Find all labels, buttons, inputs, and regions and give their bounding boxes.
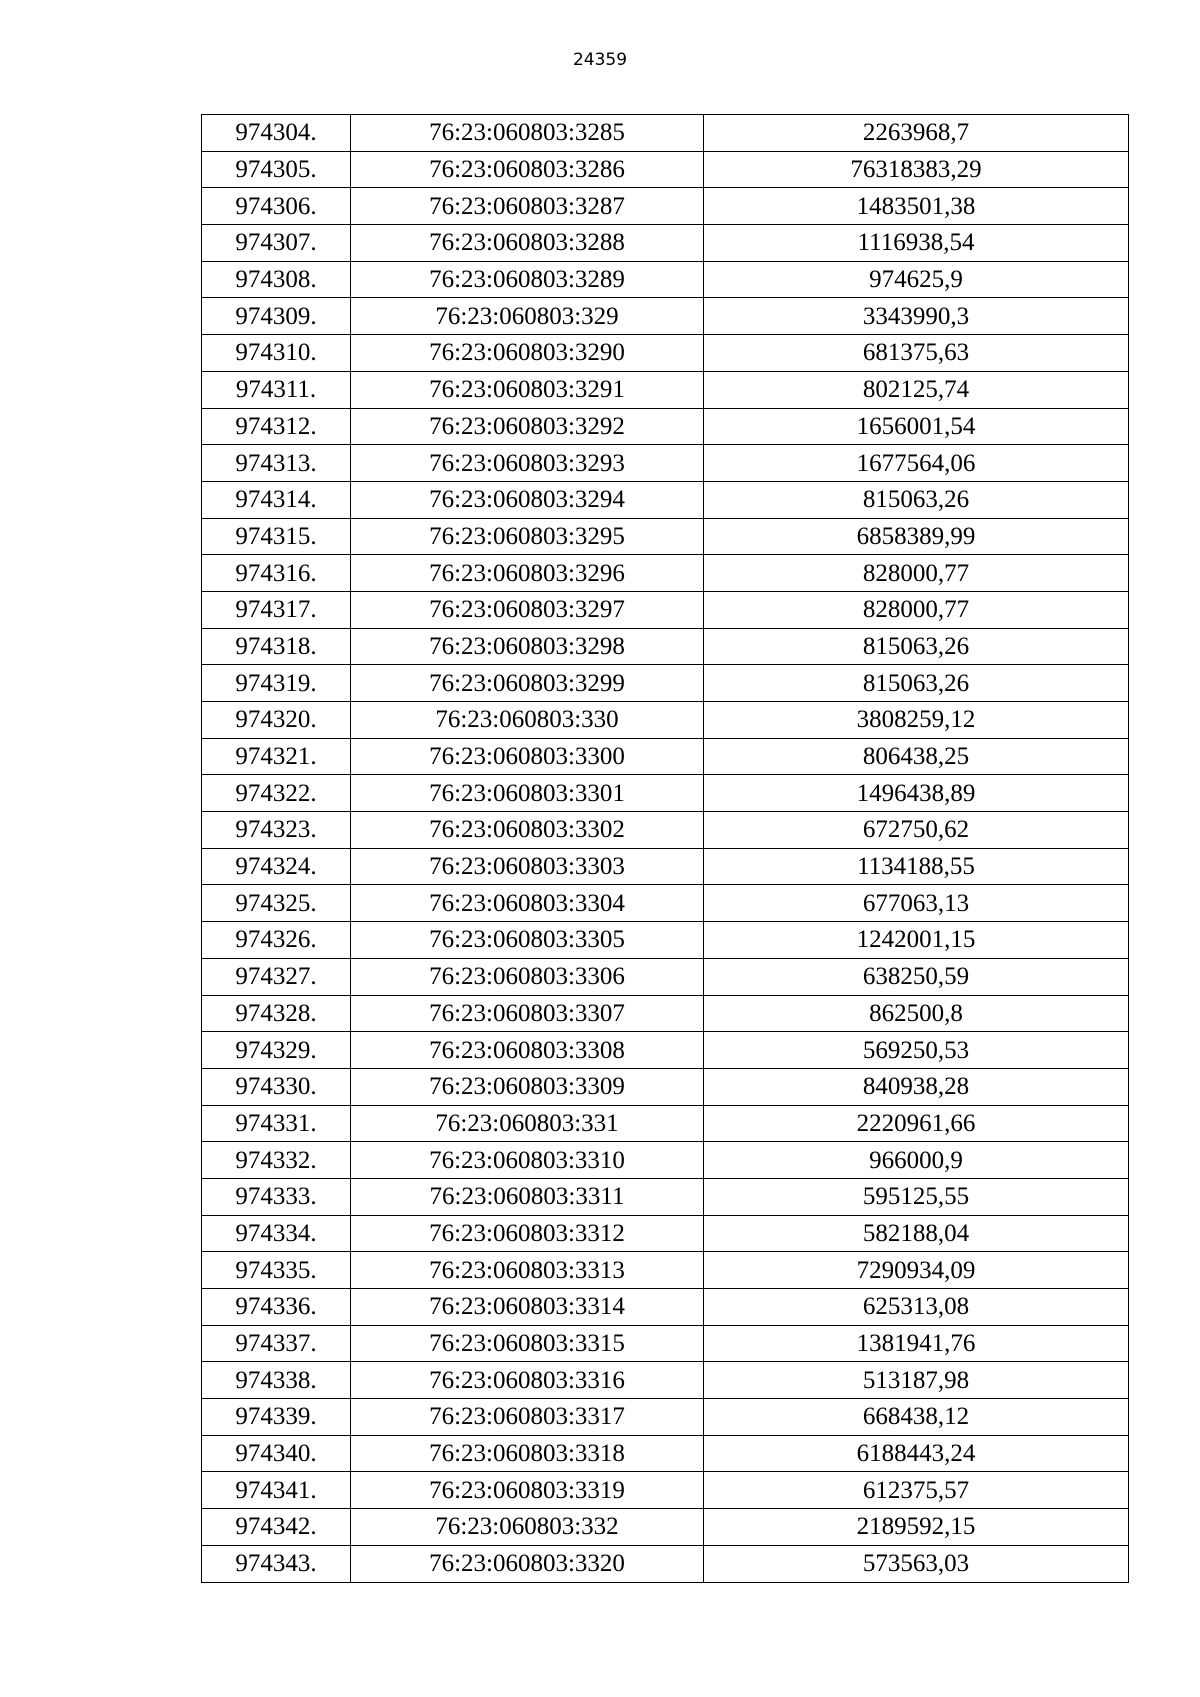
cadastral-number-cell: 76:23:060803:3299 <box>351 665 704 702</box>
table-row <box>202 1252 1129 1289</box>
table-body <box>202 115 1129 1583</box>
cadastral-value-cell: 1496438,89 <box>704 775 1129 812</box>
cadastral-number-cell: 76:23:060803:3290 <box>351 335 704 372</box>
cadastral-number-cell: 76:23:060803:3314 <box>351 1289 704 1326</box>
cadastral-value-cell: 612375,57 <box>704 1472 1129 1509</box>
row-number-cell: 974305. <box>202 151 351 188</box>
row-number-cell: 974312. <box>202 408 351 445</box>
row-number-cell: 974343. <box>202 1545 351 1582</box>
cadastral-number-cell: 76:23:060803:3300 <box>351 738 704 775</box>
row-number-cell: 974311. <box>202 371 351 408</box>
table-row <box>202 188 1129 225</box>
cadastral-value-table <box>201 114 1129 1583</box>
table-row <box>202 225 1129 262</box>
table-row <box>202 1105 1129 1142</box>
table-row <box>202 1399 1129 1436</box>
cadastral-value-cell: 677063,13 <box>704 885 1129 922</box>
cadastral-number-cell: 76:23:060803:3306 <box>351 958 704 995</box>
row-number-cell: 974330. <box>202 1068 351 1105</box>
row-number-cell: 974304. <box>202 115 351 152</box>
cadastral-number-cell: 76:23:060803:3313 <box>351 1252 704 1289</box>
table-row <box>202 958 1129 995</box>
table-row <box>202 555 1129 592</box>
row-number-cell: 974321. <box>202 738 351 775</box>
cadastral-value-cell: 1656001,54 <box>704 408 1129 445</box>
cadastral-number-cell: 76:23:060803:3316 <box>351 1362 704 1399</box>
cadastral-value-cell: 681375,63 <box>704 335 1129 372</box>
row-number-cell: 974324. <box>202 848 351 885</box>
row-number-cell: 974315. <box>202 518 351 555</box>
row-number-cell: 974340. <box>202 1435 351 1472</box>
row-number-cell: 974306. <box>202 188 351 225</box>
table-row <box>202 591 1129 628</box>
cadastral-value-cell: 569250,53 <box>704 1032 1129 1069</box>
cadastral-number-cell: 76:23:060803:3304 <box>351 885 704 922</box>
row-number-cell: 974318. <box>202 628 351 665</box>
cadastral-number-cell: 76:23:060803:3297 <box>351 591 704 628</box>
cadastral-number-cell: 76:23:060803:3310 <box>351 1142 704 1179</box>
row-number-cell: 974338. <box>202 1362 351 1399</box>
table-row <box>202 1215 1129 1252</box>
row-number-cell: 974310. <box>202 335 351 372</box>
cadastral-number-cell: 76:23:060803:3288 <box>351 225 704 262</box>
table-row <box>202 445 1129 482</box>
table-row <box>202 261 1129 298</box>
table-row <box>202 1545 1129 1582</box>
cadastral-value-cell: 862500,8 <box>704 995 1129 1032</box>
cadastral-number-cell: 76:23:060803:3303 <box>351 848 704 885</box>
row-number-cell: 974329. <box>202 1032 351 1069</box>
cadastral-number-cell: 76:23:060803:3293 <box>351 445 704 482</box>
cadastral-value-cell: 672750,62 <box>704 812 1129 849</box>
cadastral-value-cell: 513187,98 <box>704 1362 1129 1399</box>
cadastral-number-cell: 76:23:060803:3286 <box>351 151 704 188</box>
table-row <box>202 1472 1129 1509</box>
row-number-cell: 974307. <box>202 225 351 262</box>
cadastral-number-cell: 76:23:060803:3312 <box>351 1215 704 1252</box>
table-row <box>202 151 1129 188</box>
row-number-cell: 974334. <box>202 1215 351 1252</box>
cadastral-number-cell: 76:23:060803:3298 <box>351 628 704 665</box>
cadastral-number-cell: 76:23:060803:3292 <box>351 408 704 445</box>
row-number-cell: 974325. <box>202 885 351 922</box>
cadastral-number-cell: 76:23:060803:330 <box>351 702 704 739</box>
cadastral-value-cell: 7290934,09 <box>704 1252 1129 1289</box>
table-row <box>202 1325 1129 1362</box>
cadastral-value-cell: 573563,03 <box>704 1545 1129 1582</box>
row-number-cell: 974335. <box>202 1252 351 1289</box>
row-number-cell: 974327. <box>202 958 351 995</box>
cadastral-value-cell: 974625,9 <box>704 261 1129 298</box>
cadastral-value-cell: 1116938,54 <box>704 225 1129 262</box>
cadastral-value-cell: 815063,26 <box>704 481 1129 518</box>
row-number-cell: 974314. <box>202 481 351 518</box>
cadastral-value-cell: 1242001,15 <box>704 922 1129 959</box>
row-number-cell: 974333. <box>202 1178 351 1215</box>
row-number-cell: 974342. <box>202 1509 351 1546</box>
cadastral-value-cell: 595125,55 <box>704 1178 1129 1215</box>
row-number-cell: 974326. <box>202 922 351 959</box>
table-row <box>202 1178 1129 1215</box>
table-row <box>202 298 1129 335</box>
cadastral-value-cell: 1381941,76 <box>704 1325 1129 1362</box>
table-row <box>202 1435 1129 1472</box>
cadastral-value-cell: 3808259,12 <box>704 702 1129 739</box>
cadastral-value-cell: 625313,08 <box>704 1289 1129 1326</box>
page-number: 24359 <box>572 50 628 70</box>
row-number-cell: 974328. <box>202 995 351 1032</box>
cadastral-number-cell: 76:23:060803:3285 <box>351 115 704 152</box>
cadastral-number-cell: 76:23:060803:332 <box>351 1509 704 1546</box>
table-row <box>202 1142 1129 1179</box>
cadastral-value-cell: 6188443,24 <box>704 1435 1129 1472</box>
table-row <box>202 995 1129 1032</box>
table-row <box>202 371 1129 408</box>
cadastral-value-cell: 828000,77 <box>704 555 1129 592</box>
cadastral-value-cell: 3343990,3 <box>704 298 1129 335</box>
cadastral-number-cell: 76:23:060803:331 <box>351 1105 704 1142</box>
table-row <box>202 665 1129 702</box>
cadastral-number-cell: 76:23:060803:3295 <box>351 518 704 555</box>
row-number-cell: 974332. <box>202 1142 351 1179</box>
cadastral-value-cell: 802125,74 <box>704 371 1129 408</box>
table-row <box>202 922 1129 959</box>
table-row <box>202 1289 1129 1326</box>
row-number-cell: 974322. <box>202 775 351 812</box>
cadastral-value-cell: 966000,9 <box>704 1142 1129 1179</box>
row-number-cell: 974317. <box>202 591 351 628</box>
row-number-cell: 974320. <box>202 702 351 739</box>
cadastral-number-cell: 76:23:060803:3291 <box>351 371 704 408</box>
row-number-cell: 974319. <box>202 665 351 702</box>
cadastral-number-cell: 76:23:060803:3320 <box>351 1545 704 1582</box>
row-number-cell: 974341. <box>202 1472 351 1509</box>
table-row <box>202 1362 1129 1399</box>
cadastral-number-cell: 76:23:060803:3305 <box>351 922 704 959</box>
cadastral-value-cell: 582188,04 <box>704 1215 1129 1252</box>
cadastral-number-cell: 76:23:060803:3317 <box>351 1399 704 1436</box>
cadastral-number-cell: 76:23:060803:3301 <box>351 775 704 812</box>
cadastral-value-cell: 2189592,15 <box>704 1509 1129 1546</box>
row-number-cell: 974337. <box>202 1325 351 1362</box>
cadastral-number-cell: 76:23:060803:329 <box>351 298 704 335</box>
cadastral-number-cell: 76:23:060803:3296 <box>351 555 704 592</box>
table-row <box>202 518 1129 555</box>
cadastral-number-cell: 76:23:060803:3307 <box>351 995 704 1032</box>
cadastral-number-cell: 76:23:060803:3311 <box>351 1178 704 1215</box>
table-row <box>202 775 1129 812</box>
cadastral-value-cell: 2263968,7 <box>704 115 1129 152</box>
cadastral-value-cell: 6858389,99 <box>704 518 1129 555</box>
row-number-cell: 974331. <box>202 1105 351 1142</box>
table-row <box>202 1032 1129 1069</box>
row-number-cell: 974309. <box>202 298 351 335</box>
table-row <box>202 885 1129 922</box>
cadastral-value-cell: 828000,77 <box>704 591 1129 628</box>
table-row <box>202 812 1129 849</box>
row-number-cell: 974316. <box>202 555 351 592</box>
cadastral-number-cell: 76:23:060803:3319 <box>351 1472 704 1509</box>
table-row <box>202 335 1129 372</box>
cadastral-value-cell: 1677564,06 <box>704 445 1129 482</box>
cadastral-number-cell: 76:23:060803:3318 <box>351 1435 704 1472</box>
cadastral-number-cell: 76:23:060803:3315 <box>351 1325 704 1362</box>
table-row <box>202 848 1129 885</box>
cadastral-value-cell: 2220961,66 <box>704 1105 1129 1142</box>
cadastral-number-cell: 76:23:060803:3287 <box>351 188 704 225</box>
table-row <box>202 628 1129 665</box>
cadastral-number-cell: 76:23:060803:3302 <box>351 812 704 849</box>
row-number-cell: 974336. <box>202 1289 351 1326</box>
cadastral-value-cell: 815063,26 <box>704 665 1129 702</box>
cadastral-value-cell: 76318383,29 <box>704 151 1129 188</box>
row-number-cell: 974308. <box>202 261 351 298</box>
cadastral-value-cell: 806438,25 <box>704 738 1129 775</box>
cadastral-number-cell: 76:23:060803:3308 <box>351 1032 704 1069</box>
table-row <box>202 408 1129 445</box>
row-number-cell: 974339. <box>202 1399 351 1436</box>
row-number-cell: 974323. <box>202 812 351 849</box>
table-row <box>202 481 1129 518</box>
cadastral-number-cell: 76:23:060803:3309 <box>351 1068 704 1105</box>
cadastral-number-cell: 76:23:060803:3294 <box>351 481 704 518</box>
cadastral-number-cell: 76:23:060803:3289 <box>351 261 704 298</box>
row-number-cell: 974313. <box>202 445 351 482</box>
cadastral-value-cell: 668438,12 <box>704 1399 1129 1436</box>
table-row <box>202 115 1129 152</box>
cadastral-value-cell: 1134188,55 <box>704 848 1129 885</box>
cadastral-value-cell: 1483501,38 <box>704 188 1129 225</box>
table-row <box>202 738 1129 775</box>
cadastral-value-cell: 815063,26 <box>704 628 1129 665</box>
table-row <box>202 1068 1129 1105</box>
table-row <box>202 1509 1129 1546</box>
cadastral-value-cell: 840938,28 <box>704 1068 1129 1105</box>
table-row <box>202 702 1129 739</box>
cadastral-value-cell: 638250,59 <box>704 958 1129 995</box>
